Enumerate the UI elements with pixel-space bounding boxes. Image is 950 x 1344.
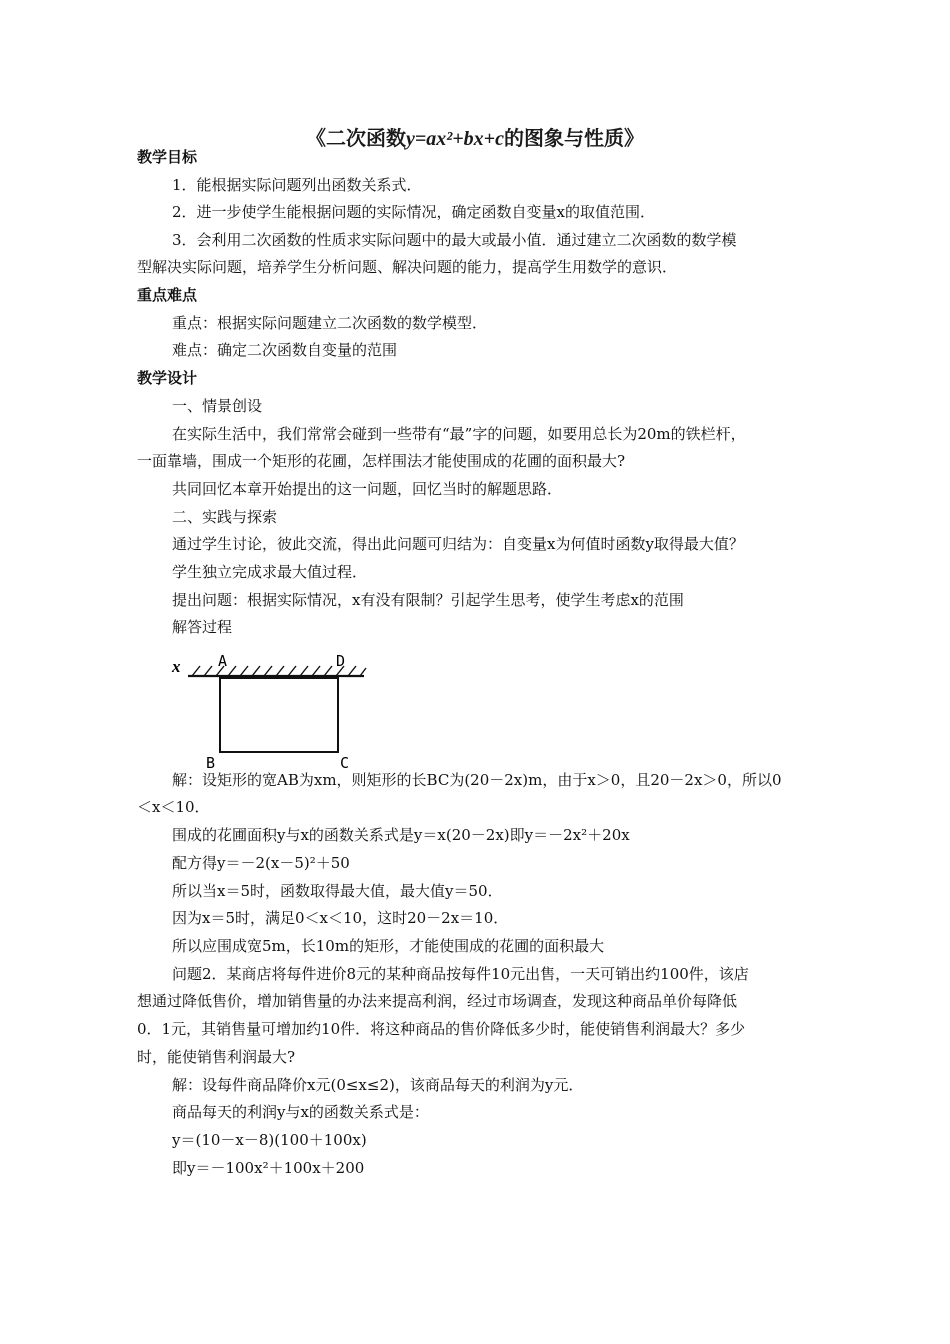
solution-line-5: 因为x＝5时，满足0＜x＜10，这时20－2x＝10． — [172, 909, 509, 927]
problem-2-solution-1: 解：设每件商品降价x元(0≤x≤2)，该商品每天的利润为y元． — [172, 1076, 584, 1094]
problem-2-line-1: 问题2．某商店将每件进价8元的某种商品按每件10元出售，一天可销出约100件，该店 — [172, 965, 749, 983]
solution-line-4: 所以当x＝5时，函数取得最大值，最大值y＝50． — [172, 882, 503, 900]
problem-2-line-4: 时，能使销售利润最大? — [137, 1048, 296, 1066]
title-formula: y=ax²+bx+c — [406, 128, 504, 150]
title-prefix: 《二次函数 — [306, 126, 407, 150]
subheading-scenario: 一、情景创设 — [172, 397, 263, 415]
solution-line-6: 所以应围成宽5m，长10m的矩形，才能使围成的花圃的面积最大 — [172, 937, 605, 955]
title-suffix: 的图象与性质》 — [503, 126, 644, 150]
paragraph-practice-1: 通过学生讨论，彼此交流，得出此问题可归结为：自变量x为何值时函数y取得最大值？ — [172, 535, 744, 553]
label-a: A — [218, 652, 228, 670]
objective-1: 1．能根据实际问题列出函数关系式． — [172, 176, 422, 194]
subheading-practice: 二、实践与探索 — [172, 508, 278, 526]
fence-rectangle — [220, 678, 338, 752]
keypoint-difficulty: 难点：确定二次函数自变量的范围 — [172, 341, 398, 359]
solution-line-1: 解：设矩形的宽AB为xm，则矩形的长BC为(20－2x)m，由于x＞0，且20－2x＞0，所以0 — [172, 771, 782, 789]
paragraph-solution-label: 解答过程 — [172, 618, 233, 636]
paragraph-practice-2: 学生独立完成求最大值过程． — [172, 563, 368, 581]
objective-3: 3．会利用二次函数的性质求实际问题中的最大或最小值．通过建立二次函数的数学模 — [172, 231, 737, 249]
paragraph-scenario-1: 在实际生活中，我们常常会碰到一些带有“最”字的问题，如要用总长为20m的铁栏杆， — [172, 425, 746, 443]
section-heading-objectives: 教学目标 — [137, 148, 198, 166]
wall-label: x — [172, 657, 181, 676]
solution-line-1-cont: ＜x＜10． — [137, 798, 210, 816]
problem-2-solution-4: 即y＝－100x²＋100x＋200 — [172, 1159, 365, 1177]
objective-2: 2．进一步使学生能根据问题的实际情况，确定函数自变量x的取值范围． — [172, 203, 656, 221]
problem-2-solution-3: y＝(10－x－8)(100＋100x) — [172, 1131, 367, 1149]
rectangle-fence-diagram — [170, 648, 370, 773]
problem-2-line-3: 0．1元，其销售量可增加约10件．将这种商品的售价降低多少时，能使销售利润最大？多少 — [137, 1020, 746, 1038]
label-c: C — [340, 754, 350, 772]
section-heading-keypoints: 重点难点 — [137, 286, 198, 304]
solution-line-3: 配方得y＝－2(x－5)²＋50 — [172, 854, 350, 872]
label-b: B — [206, 754, 216, 772]
problem-2-solution-2: 商品每天的利润y与x的函数关系式是： — [172, 1103, 429, 1121]
objective-3-cont: 型解决实际问题，培养学生分析问题、解决问题的能力，提高学生用数学的意识． — [137, 258, 678, 276]
keypoint-focus: 重点：根据实际问题建立二次函数的数学模型． — [172, 314, 488, 332]
problem-2-line-2: 想通过降低售价，增加销售量的办法来提高利润，经过市场调查，发现这种商品单价每降低 — [137, 992, 738, 1010]
label-d: D — [336, 652, 346, 670]
paragraph-practice-3: 提出问题：根据实际情况，x有没有限制？引起学生思考，使学生考虑x的范围 — [172, 591, 684, 609]
paragraph-scenario-2: 共同回忆本章开始提出的这一问题，回忆当时的解题思路． — [172, 480, 563, 498]
section-heading-design: 教学设计 — [137, 369, 198, 387]
solution-line-2: 围成的花圃面积y与x的函数关系式是y＝x(20－2x)即y＝－2x²＋20x — [172, 826, 630, 844]
paragraph-scenario-1-cont: 一面靠墙，围成一个矩形的花圃，怎样围法才能使围成的花圃的面积最大? — [137, 452, 626, 470]
